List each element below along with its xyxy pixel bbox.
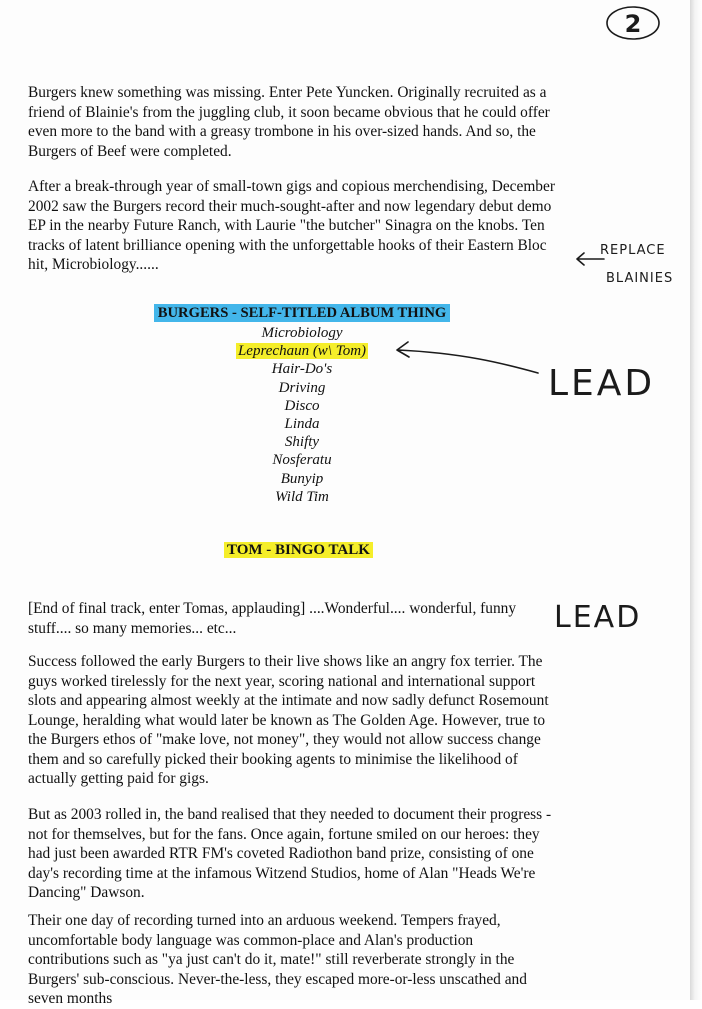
track-item	[140, 451, 464, 469]
lead-note-1: LEAD	[548, 363, 656, 404]
track-title: Hair-Do's	[271, 361, 333, 378]
page-number: 2	[624, 10, 642, 38]
bingo-heading	[224, 541, 373, 559]
track-item	[140, 397, 464, 415]
page-number-circle	[604, 4, 662, 42]
track-item	[140, 415, 464, 433]
page-edge-shadow	[690, 0, 702, 1000]
track-item	[140, 470, 464, 488]
track-title: Driving	[278, 379, 326, 396]
replace-note-line2: BLAINIES	[606, 271, 674, 286]
bingo-heading-text: TOM - BINGO TALK	[224, 542, 373, 558]
track-title: Leprechaun (w\ Tom)	[237, 343, 367, 360]
track-title: Bunyip	[280, 470, 324, 487]
track-item	[140, 433, 464, 451]
paragraph-4: Success followed the early Burgers to their live shows like an angry fox terrier. The guys worked tirelessly for the next year, scoring national and international support slots and appearing almost weekly at the intimate and now sadly defunct Rosemount Lounge, heralding what would later be known as The Golden Age. However, true to the Burgers ethos of "make love, not money", they would not allow success change them and so carefully picked their booking agents to minimise the likelihood of actually getting paid for gigs.	[28, 653, 549, 787]
paragraph-6: Their one day of recording turned into an arduous weekend. Tempers frayed, uncomfortable body language was common-place and Alan's production contributions such as "ya just can't do it, mate!" still reverberate strongly in the Burgers' sub-conscious. Never-the-less, they escaped more-or-less unscathed and seven months	[28, 912, 527, 1007]
track-title: Wild Tim	[275, 488, 329, 505]
track-title: Disco	[284, 397, 320, 414]
paragraph-1: Burgers knew something was missing. Enter Pete Yuncken. Originally recruited as a friend of Blainie's from the juggling club, it soon became obvious that he could offer even more to the band with a greasy trombone in his over-sized hands. And so, the Burgers of Beef were completed.	[28, 84, 550, 160]
replace-note-line1: REPLACE	[600, 243, 666, 258]
lead-note-2: LEAD	[554, 600, 642, 635]
track-title: Linda	[284, 416, 320, 433]
paragraph-2: After a break-through year of small-town gigs and copious merchendising, December 2002 saw the Burgers record their much-sought-after and now legendary debut demo EP in the nearby Future Ranch, with Laurie "the butcher" Sinagra on the knobs. Ten tracks of latent brilliance opening with the unforgettable hooks of their Eastern Bloc hit, Microbiology......	[28, 178, 555, 273]
lead-arrow-icon	[392, 335, 542, 385]
album-title: BURGERS - SELF-TITLED ALBUM THING	[154, 304, 450, 322]
track-item	[140, 488, 464, 506]
paragraph-5: But as 2003 rolled in, the band realised that they needed to document their progress - not for themselves, but for the fans. Once again, fortune smiled on our heroes: they had just been awarded RTR FM's coveted Radiothon band prize, consisting of one day's recording time at the infamous Witzend Studios, home of Alan "Heads We're Dancing" Dawson.	[28, 806, 552, 901]
track-title: Microbiology	[261, 325, 343, 341]
track-title: Nosferatu	[272, 452, 332, 469]
track-title: Shifty	[284, 434, 320, 451]
paragraph-3: [End of final track, enter Tomas, applauding] ....Wonderful.... wonderful, funny stuff.... so many memories... etc...	[28, 600, 517, 637]
